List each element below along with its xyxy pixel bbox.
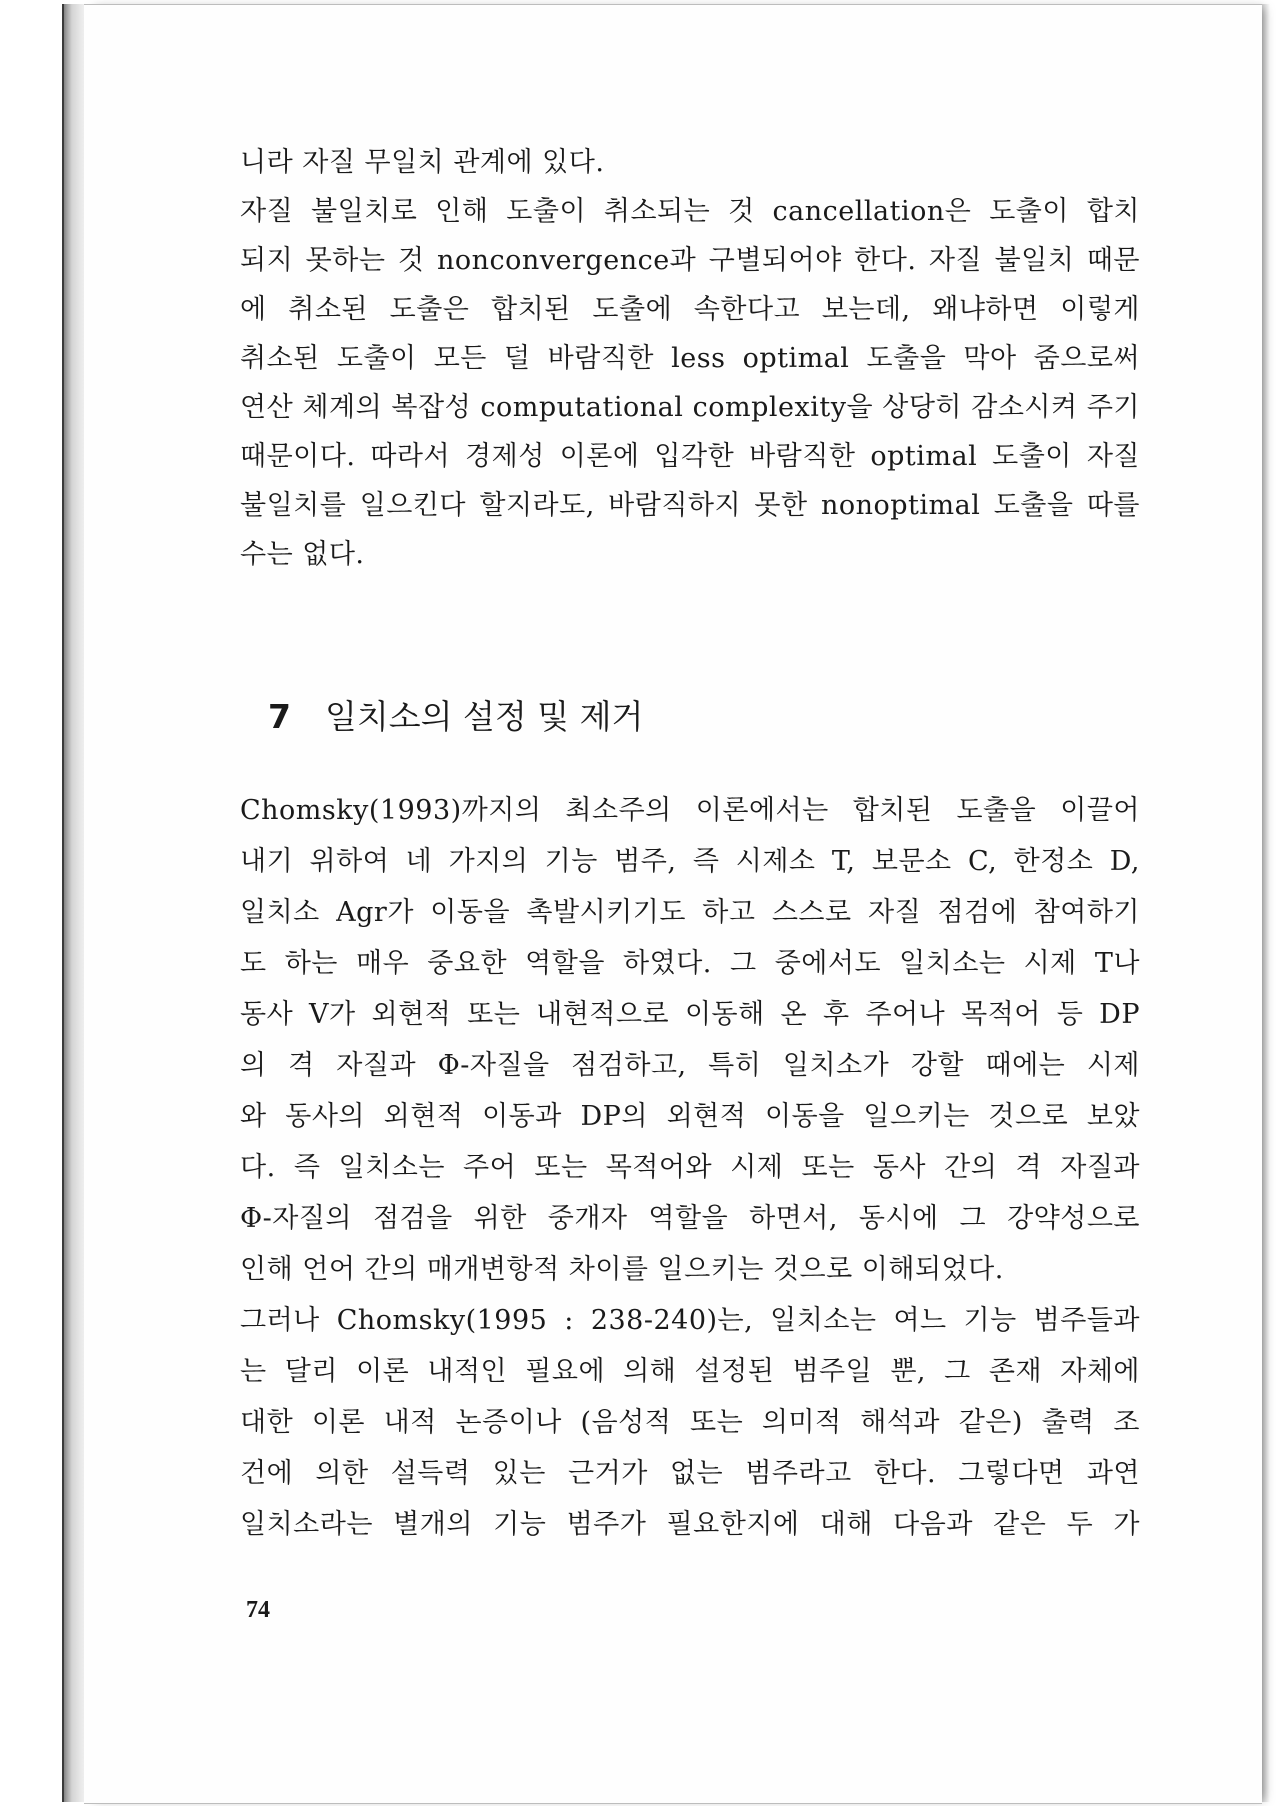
text-line: 자질 불일치로 인해 도출이 취소되는 것 cancellation은 도출이 합치	[240, 196, 1140, 227]
text-line: 는 달리 이론 내적인 필요에 의해 설정된 범주일 뿐, 그 존재 자체에	[240, 1356, 1140, 1387]
text-line: 대한 이론 내적 논증이나 (음성적 또는 의미적 해석과 같은) 출력 조	[240, 1407, 1140, 1438]
text-line: 내기 위하여 네 가지의 기능 범주, 즉 시제소 T, 보문소 C, 한정소 D,	[240, 846, 1140, 877]
page-stack-edge	[62, 4, 84, 1802]
text-line: 인해 언어 간의 매개변항적 차이를 일으키는 것으로 이해되었다.	[240, 1254, 1004, 1285]
text-line: 일치소라는 별개의 기능 범주가 필요한지에 대해 다음과 같은 두 가	[240, 1509, 1140, 1540]
section-title: 일치소의 설정 및 제거	[324, 697, 644, 736]
text-line: 다. 즉 일치소는 주어 또는 목적어와 시제 또는 동사 간의 격 자질과	[240, 1152, 1140, 1183]
text-line: 수는 없다.	[240, 539, 365, 570]
text-line: 와 동사의 외현적 이동과 DP의 외현적 이동을 일으키는 것으로 보았	[240, 1101, 1140, 1132]
text-line: 니라 자질 무일치 관계에 있다.	[240, 147, 605, 178]
text-line: 되지 못하는 것 nonconvergence과 구별되어야 한다. 자질 불일치 때문	[240, 245, 1140, 276]
text-line: 연산 체계의 복잡성 computational complexity을 상당히 감소시켜 주기	[240, 392, 1140, 423]
text-line: 일치소 Agr가 이동을 촉발시키기도 하고 스스로 자질 점검에 참여하기	[240, 897, 1140, 928]
text-line: Φ-자질의 점검을 위한 중개자 역할을 하면서, 동시에 그 강약성으로	[240, 1203, 1140, 1234]
section-heading	[268, 692, 643, 742]
text-line: 건에 의한 설득력 있는 근거가 없는 범주라고 한다. 그렇다면 과연	[240, 1458, 1140, 1489]
text-line: 의 격 자질과 Φ-자질을 점검하고, 특히 일치소가 강할 때에는 시제	[240, 1050, 1140, 1081]
page-shadow	[1262, 4, 1270, 1802]
text-line: 취소된 도출이 모든 덜 바람직한 less optimal 도출을 막아 줌으로써	[240, 343, 1140, 374]
text-line: 도 하는 매우 중요한 역할을 하였다. 그 중에서도 일치소는 시제 T나	[240, 948, 1140, 979]
text-line: 에 취소된 도출은 합치된 도출에 속한다고 보는데, 왜냐하면 이렇게	[240, 294, 1140, 325]
section-number: 7	[268, 697, 291, 736]
text-line: 동사 V가 외현적 또는 내현적으로 이동해 온 후 주어나 목적어 등 DP	[240, 999, 1140, 1030]
text-line: 때문이다. 따라서 경제성 이론에 입각한 바람직한 optimal 도출이 자질	[240, 441, 1140, 472]
text-line: 그러나 Chomsky(1995 : 238-240)는, 일치소는 여느 기능 범주들과	[240, 1305, 1140, 1336]
page-number: 74	[246, 1597, 270, 1623]
text-line: Chomsky(1993)까지의 최소주의 이론에서는 합치된 도출을 이끌어	[240, 795, 1140, 826]
text-line: 불일치를 일으킨다 할지라도, 바람직하지 못한 nonoptimal 도출을 따를	[240, 490, 1140, 521]
